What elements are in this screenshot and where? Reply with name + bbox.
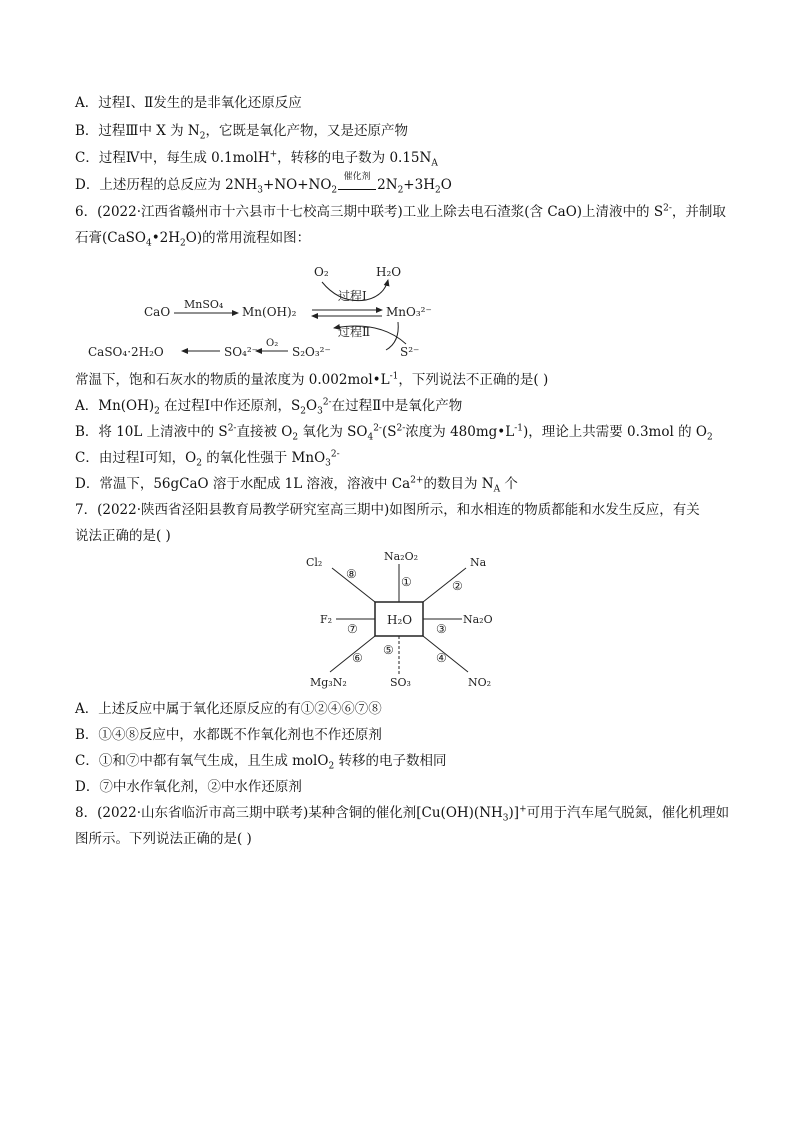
q6-stem-line2: 石膏$(CaSO_4•2H_2O)$的常用流程如图： [75, 230, 311, 249]
flow-s2o3: S₂O₃²⁻ [292, 345, 331, 359]
q6-option-d: D．常温下，56gCaO 溶于水配成 1L 溶液，溶液中 $Ca^{2+}$的数目为 $N_A$ 个 [75, 475, 518, 495]
fig-cl2: Cl₂ [306, 556, 323, 569]
flow-mnoh2: Mn(OH)₂ [242, 305, 297, 319]
flow-h2o-top: H₂O [376, 265, 402, 279]
q7-option-c: C．①和⑦中都有氧气生成，且生成 molO$_2$ 转移的电子数相同 [75, 753, 447, 772]
q8-stem-line2: 图所示。下列说法正确的是( ) [75, 831, 252, 847]
flow-mno3: MnO₃²⁻ [386, 305, 432, 319]
flow-process-2: 过程Ⅱ [338, 325, 371, 339]
q7-stem-line1: 7．(2022·陕西省泾阳县教育局教学研究室高三期中)如图所示，和水相连的物质都能和水发生反应，有关 [75, 502, 700, 518]
flow-o2-top: O₂ [314, 265, 329, 279]
flow-process-1: 过程Ⅰ [338, 289, 367, 303]
q7-option-b: B．①④⑧反应中，水都既不作氧化剂也不作还原剂 [75, 727, 382, 743]
q6-condition: 常温下，饱和石灰水的物质的量浓度为 $0.002mol•L^{-1}$，下列说法不正确的是( ) [75, 371, 549, 388]
fig-mg3n2: Mg₃N₂ [310, 676, 347, 689]
fig-so3: SO₃ [390, 676, 411, 689]
fig-num-1: ① [401, 575, 412, 589]
flow-cao: CaO [144, 305, 171, 319]
fig-center-h2o: H₂O [387, 613, 413, 627]
q5-option-b: B．过程Ⅲ中 X 为 $N_2$，它既是氧化产物，又是还原产物 [75, 123, 408, 142]
fig-no2: NO₂ [468, 676, 492, 689]
flow-s2: S²⁻ [400, 345, 420, 359]
q7-water-diagram [300, 548, 500, 690]
fig-f2: F₂ [320, 613, 333, 626]
q6-option-a: A．$Mn(OH)_2$ 在过程Ⅰ中作还原剂，$S_2O_3^{2-}$在过程Ⅱ中是氧化产物 [75, 397, 463, 417]
fig-na: Na [470, 556, 487, 569]
flow-o2-bottom: O₂ [266, 338, 279, 349]
q6-stem-line1: 6．(2022·江西省赣州市十六县市十七校高三期中联考)工业上除去电石渣浆(含 CaO)上清液中的 $S^{2-}$，并制取 [75, 203, 726, 220]
q7-option-a: A．上述反应中属于氧化还原反应的有①②④⑥⑦⑧ [75, 701, 382, 717]
fig-num-3: ③ [436, 622, 447, 636]
q7-option-d: D．⑦中水作氧化剂，②中水作还原剂 [75, 779, 302, 795]
q6-option-c: C．由过程Ⅰ可知，$O_2$ 的氧化性强于 MnO$_3^{2-}$ [75, 449, 340, 469]
q7-stem-line2: 说法正确的是( ) [75, 528, 171, 544]
q6-option-b: B．将 10L 上清液中的 $S^{2-}$直接被 $O_2$ 氧化为 $SO_4^{2-}(S^{2-}$浓度为 $480mg•L^{-1}$)，理论上共需要 0.3mol 的 $O_2$ [75, 423, 713, 443]
q8-stem-line1: 8．(2022·山东省临沂市高三期中联考)某种含铜的催化剂$[Cu(OH)(NH_3)]^+$可用于汽车尾气脱氮，催化机理如 [75, 804, 730, 824]
fig-num-7: ⑦ [347, 622, 358, 636]
flow-caso4: CaSO₄·2H₂O [88, 345, 164, 359]
fig-num-2: ② [452, 579, 463, 593]
q5-option-d: D．上述历程的总反应为 $2NH_3+NO+NO_2$ 催化剂 $2N_2+3H_2O$ [75, 176, 452, 194]
q6-flow-diagram [80, 258, 440, 366]
flow-mnso4: MnSO₄ [184, 298, 224, 311]
q5-option-a: A．过程Ⅰ、Ⅱ发生的是非氧化还原反应 [75, 95, 302, 111]
fig-num-8: ⑧ [346, 567, 357, 581]
catalyst-label: 催化剂 [343, 172, 371, 182]
fig-na2o2: Na₂O₂ [384, 550, 419, 563]
fig-na2o: Na₂O [463, 613, 493, 626]
flow-so4: SO₄²⁻ [224, 345, 259, 359]
fig-num-5: ⑤ [383, 643, 394, 657]
fig-num-6: ⑥ [352, 651, 363, 665]
q5-option-c: C．过程Ⅳ中，每生成 0.1molH+，转移的电子数为 $0.15N_A$ [75, 149, 438, 169]
fig-num-4: ④ [436, 651, 447, 665]
